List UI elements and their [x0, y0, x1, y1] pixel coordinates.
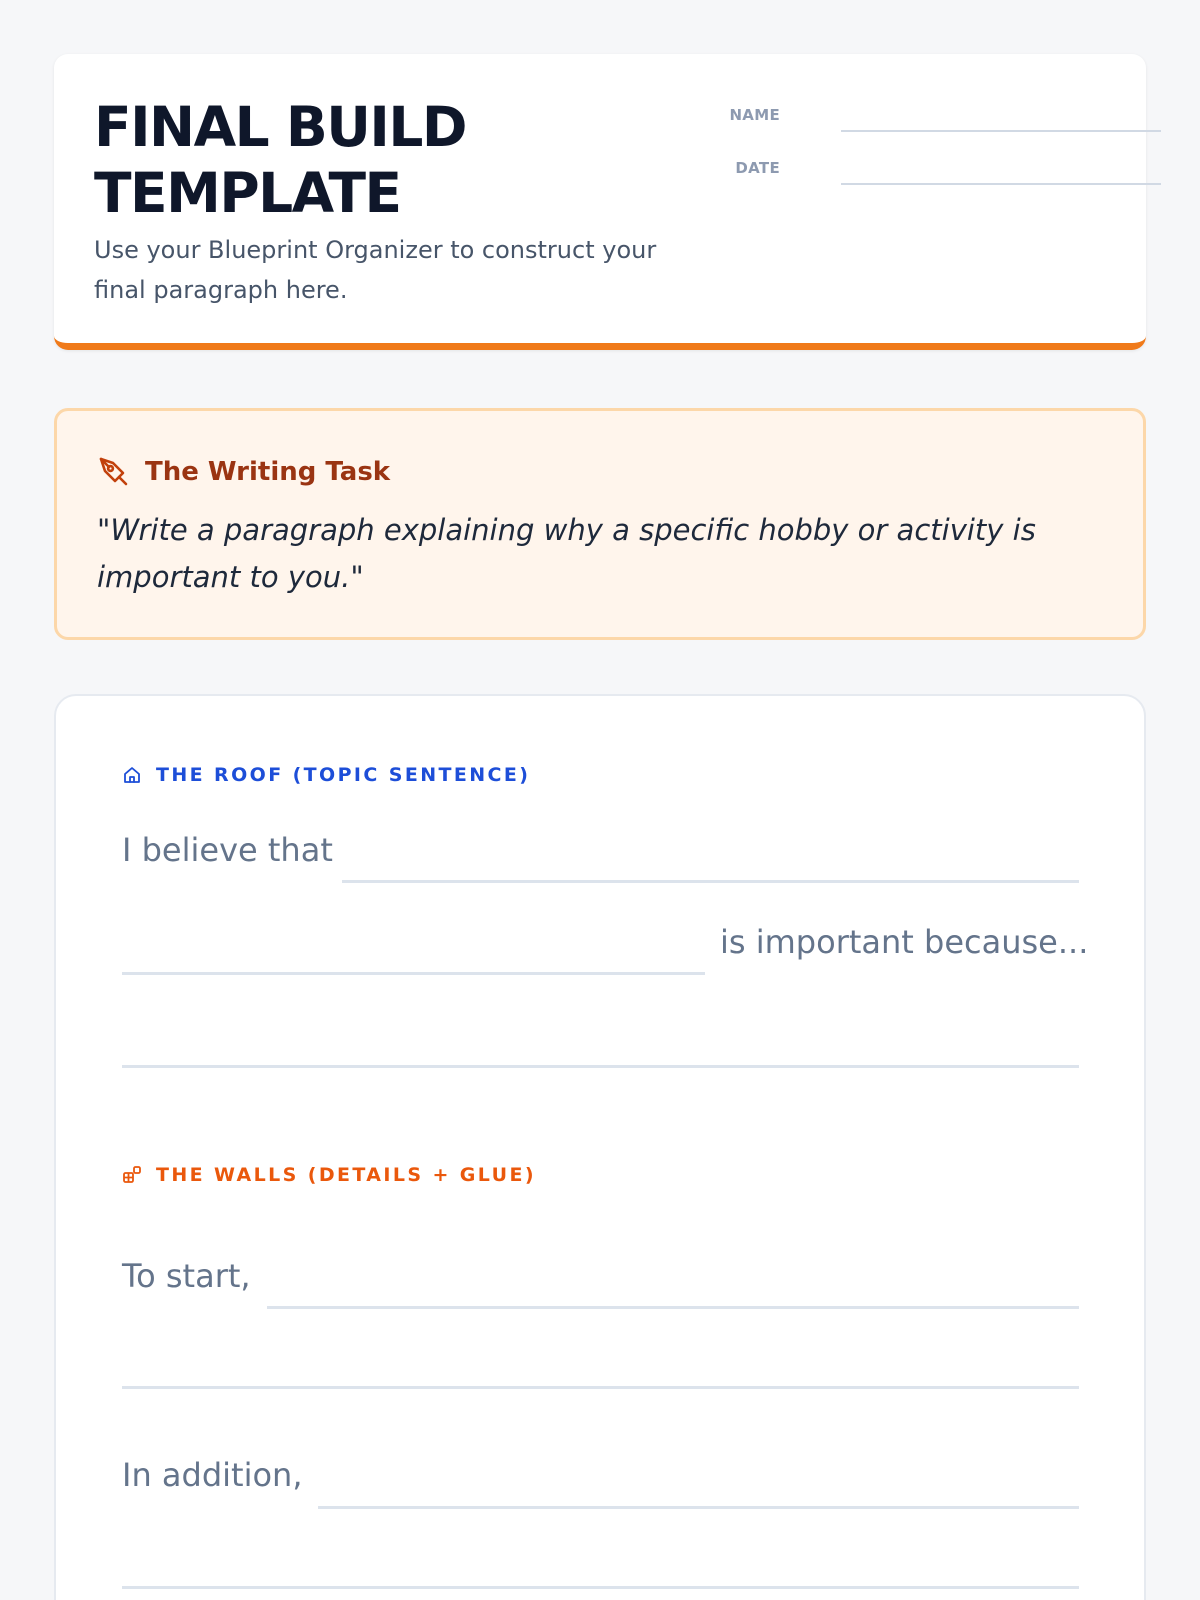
roof-line2-blank[interactable] [122, 972, 705, 975]
roof-section-label [122, 762, 530, 788]
walls-label-text: THE WALLS (DETAILS + GLUE) [156, 1164, 536, 1186]
task-heading: The Writing Task [145, 457, 391, 487]
name-label: NAME [729, 106, 780, 124]
walls-section-label [122, 1162, 536, 1188]
walls-start-blank[interactable] [267, 1306, 1079, 1309]
name-field-row [714, 94, 1114, 134]
walls-addition-continuation-blank[interactable] [122, 1586, 1079, 1589]
roof-line1-blank[interactable] [342, 880, 1079, 883]
blocks-icon [122, 1165, 142, 1185]
walls-addition-blank[interactable] [318, 1506, 1079, 1509]
writing-task-card [54, 408, 1146, 640]
page-subtitle: Use your Blueprint Organizer to construct your final paragraph here. [94, 236, 657, 304]
walls-start-continuation-blank[interactable] [122, 1386, 1079, 1389]
name-field[interactable] [841, 130, 1161, 132]
home-icon [122, 765, 142, 785]
task-prompt: "Write a paragraph explaining why a specific hobby or activity is important to you." [97, 513, 1036, 594]
roof-line3-blank[interactable] [122, 1065, 1079, 1068]
pen-nib-icon [97, 455, 131, 489]
date-label: DATE [735, 159, 780, 177]
walls-addition-prefix: In addition, [122, 1456, 303, 1494]
paragraph-build-card [54, 694, 1146, 1600]
date-field-row [714, 147, 1114, 187]
header-card [54, 54, 1146, 350]
roof-label-text: THE ROOF (TOPIC SENTENCE) [156, 764, 531, 786]
page-title: FINAL BUILD TEMPLATE [94, 95, 467, 225]
roof-line2-suffix: is important because... [720, 923, 1089, 961]
date-field[interactable] [841, 183, 1161, 185]
roof-line1-prefix: I believe that [122, 831, 333, 869]
walls-start-prefix: To start, [122, 1257, 251, 1295]
